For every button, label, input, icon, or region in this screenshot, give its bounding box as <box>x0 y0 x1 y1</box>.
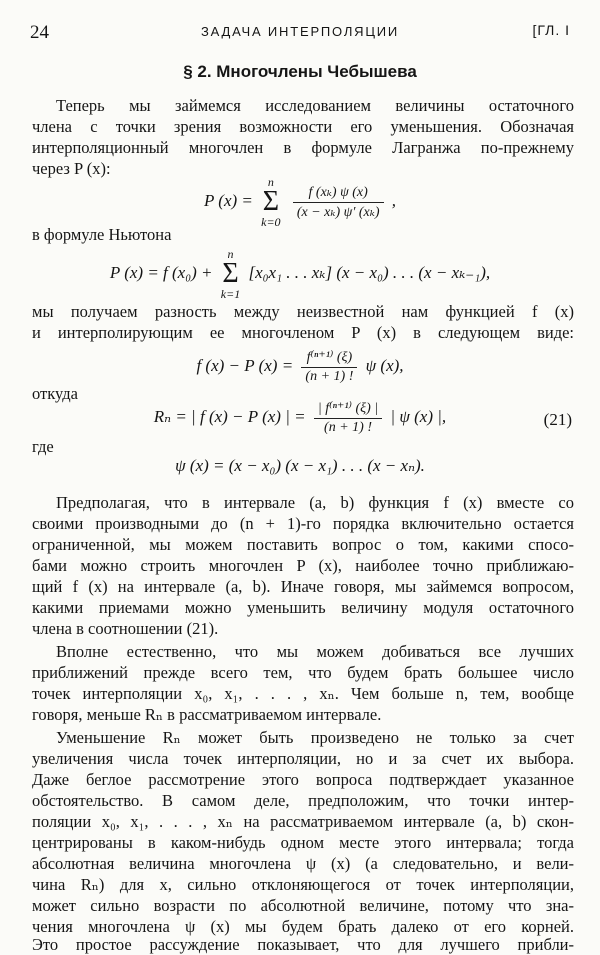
text-line: где <box>32 437 54 456</box>
text-line: Вполне естественно, что мы можем добиваться все лучших <box>56 642 574 661</box>
sum-upper: n <box>267 175 274 189</box>
sum-lower: k=0 <box>261 215 281 229</box>
text-line: абсолютная величина многочлена ψ (x) (а следовательно, и вели- <box>32 854 574 873</box>
fraction <box>293 184 384 221</box>
text-line: щий f (x) на интервале (a, b). Иначе говоря, мы займемся вопросом, <box>32 577 574 596</box>
remainder-formula <box>0 400 600 436</box>
psi-formula: ψ (x) = (x − x₀) (x − x₁) . . . (x − xₙ). <box>175 456 425 475</box>
formula-lhs: f (x) − P (x) = <box>196 355 294 375</box>
formula-lhs: P (x) = f (x₀) + <box>109 262 213 282</box>
text-line: поляции x₀, x₁, . . . , xₙ на рассматриваемом интервале (a, b) скон- <box>32 812 574 831</box>
sum-upper: n <box>227 247 234 261</box>
text-line: мы получаем разность между неизвестной нам функцией f (x) <box>32 302 574 321</box>
formula-rhs: | ψ (x) |, <box>390 406 447 426</box>
fraction <box>314 400 382 436</box>
text-line: члена с точки зрения возможности его уменьшения. Обозначая <box>32 117 574 136</box>
equation-number: (21) <box>543 410 572 429</box>
running-title: ЗАДАЧА ИНТЕРПОЛЯЦИИ <box>200 24 400 39</box>
text-line: в формуле Ньютона <box>32 225 172 244</box>
text-line: какими приемами можно уменьшить величину модуля остаточного <box>32 598 574 617</box>
text-line: приближений прежде всего тем, что будем брать большее число <box>32 663 574 682</box>
section-title: § 2. Многочлены Чебышева <box>183 62 417 81</box>
text-line: члена в соотношении (21). <box>32 619 219 638</box>
text-line: Теперь мы займемся исследованием величины остаточного <box>56 96 574 115</box>
text-line: может сильно возрасти по абсолютной величине, потому что зна- <box>32 896 574 915</box>
summation: n Σ k=0 <box>261 175 281 229</box>
text-line: точек интерполяции x₀, x₁, . . . , xₙ. Чем больше n, тем, вообще <box>32 684 574 703</box>
text-line: своими производными до (n + 1)-го порядка включительно остается <box>32 514 574 533</box>
text-line: бами можно строить многочлен P (x), наиболее точно приближаю- <box>32 556 574 575</box>
denominator: (x − xₖ) ψ′ (xₖ) <box>296 204 380 220</box>
text-line: увеличения числа точек интерполяции, но и за счет их выбора. <box>32 749 574 768</box>
text-line: Предполагая, что в интервале (a, b) функция f (x) вместе со <box>56 493 574 512</box>
text-line: интерполяционный многочлен в формуле Лагранжа по-прежнему <box>32 138 574 157</box>
difference-formula <box>0 349 600 385</box>
formula-lhs: P (x) = <box>203 190 253 210</box>
newton-formula <box>0 248 600 300</box>
text-line: чина Rₙ) для x, сильно отклоняющегося от точек интерполяции, <box>32 875 574 894</box>
summation: n Σ k=1 <box>220 247 241 301</box>
text-line: говоря, меньше Rₙ в рассматриваемом интервале. <box>32 705 382 724</box>
text-line: и интерполирующим ее многочленом P (x) в следующем виде: <box>32 323 574 342</box>
numerator: f⁽ⁿ⁺¹⁾ (ξ) <box>301 349 357 368</box>
text-line: центрированы в каком-нибудь одном месте этого интервала; тогда <box>32 833 574 852</box>
text-line: откуда <box>32 384 78 403</box>
chapter-label: [ГЛ. I <box>532 22 570 38</box>
text-line: ограниченной, мы можем поставить вопрос о том, какими спосо- <box>32 535 574 554</box>
text-line: Уменьшение Rₙ может быть произведено не только за счет <box>56 728 574 747</box>
sum-lower: k=1 <box>220 287 241 301</box>
text-line: чения многочлена ψ (x) мы будем брать далеко от его корней. <box>32 917 574 936</box>
text-line: Даже беглое рассмотрение этого вопроса подтверждает указанное <box>32 770 574 789</box>
numerator: | f⁽ⁿ⁺¹⁾ (ξ) | <box>314 400 382 419</box>
denominator: (n + 1) ! <box>305 369 354 384</box>
formula-rhs: ψ (x), <box>365 355 404 375</box>
page-number: 24 <box>30 22 49 43</box>
numerator: f (xₖ) ψ (x) <box>293 184 384 203</box>
formula-lhs: Rₙ = | f (x) − P (x) | = <box>153 406 306 426</box>
formula-tail: , <box>391 190 397 210</box>
denominator: (n + 1) ! <box>324 420 372 435</box>
fraction <box>301 349 357 385</box>
formula-rhs: [x₀x₁ . . . xₖ] (x − x₀) . . . (x − xₖ₋₁), <box>248 262 491 282</box>
text-line: через P (x): <box>32 159 111 178</box>
lagrange-formula <box>0 176 600 228</box>
text-line: обстоятельство. В самом деле, предположим, что точки интер- <box>32 791 574 810</box>
text-line: Это простое рассуждение показывает, что для лучшего прибли- <box>32 935 574 954</box>
